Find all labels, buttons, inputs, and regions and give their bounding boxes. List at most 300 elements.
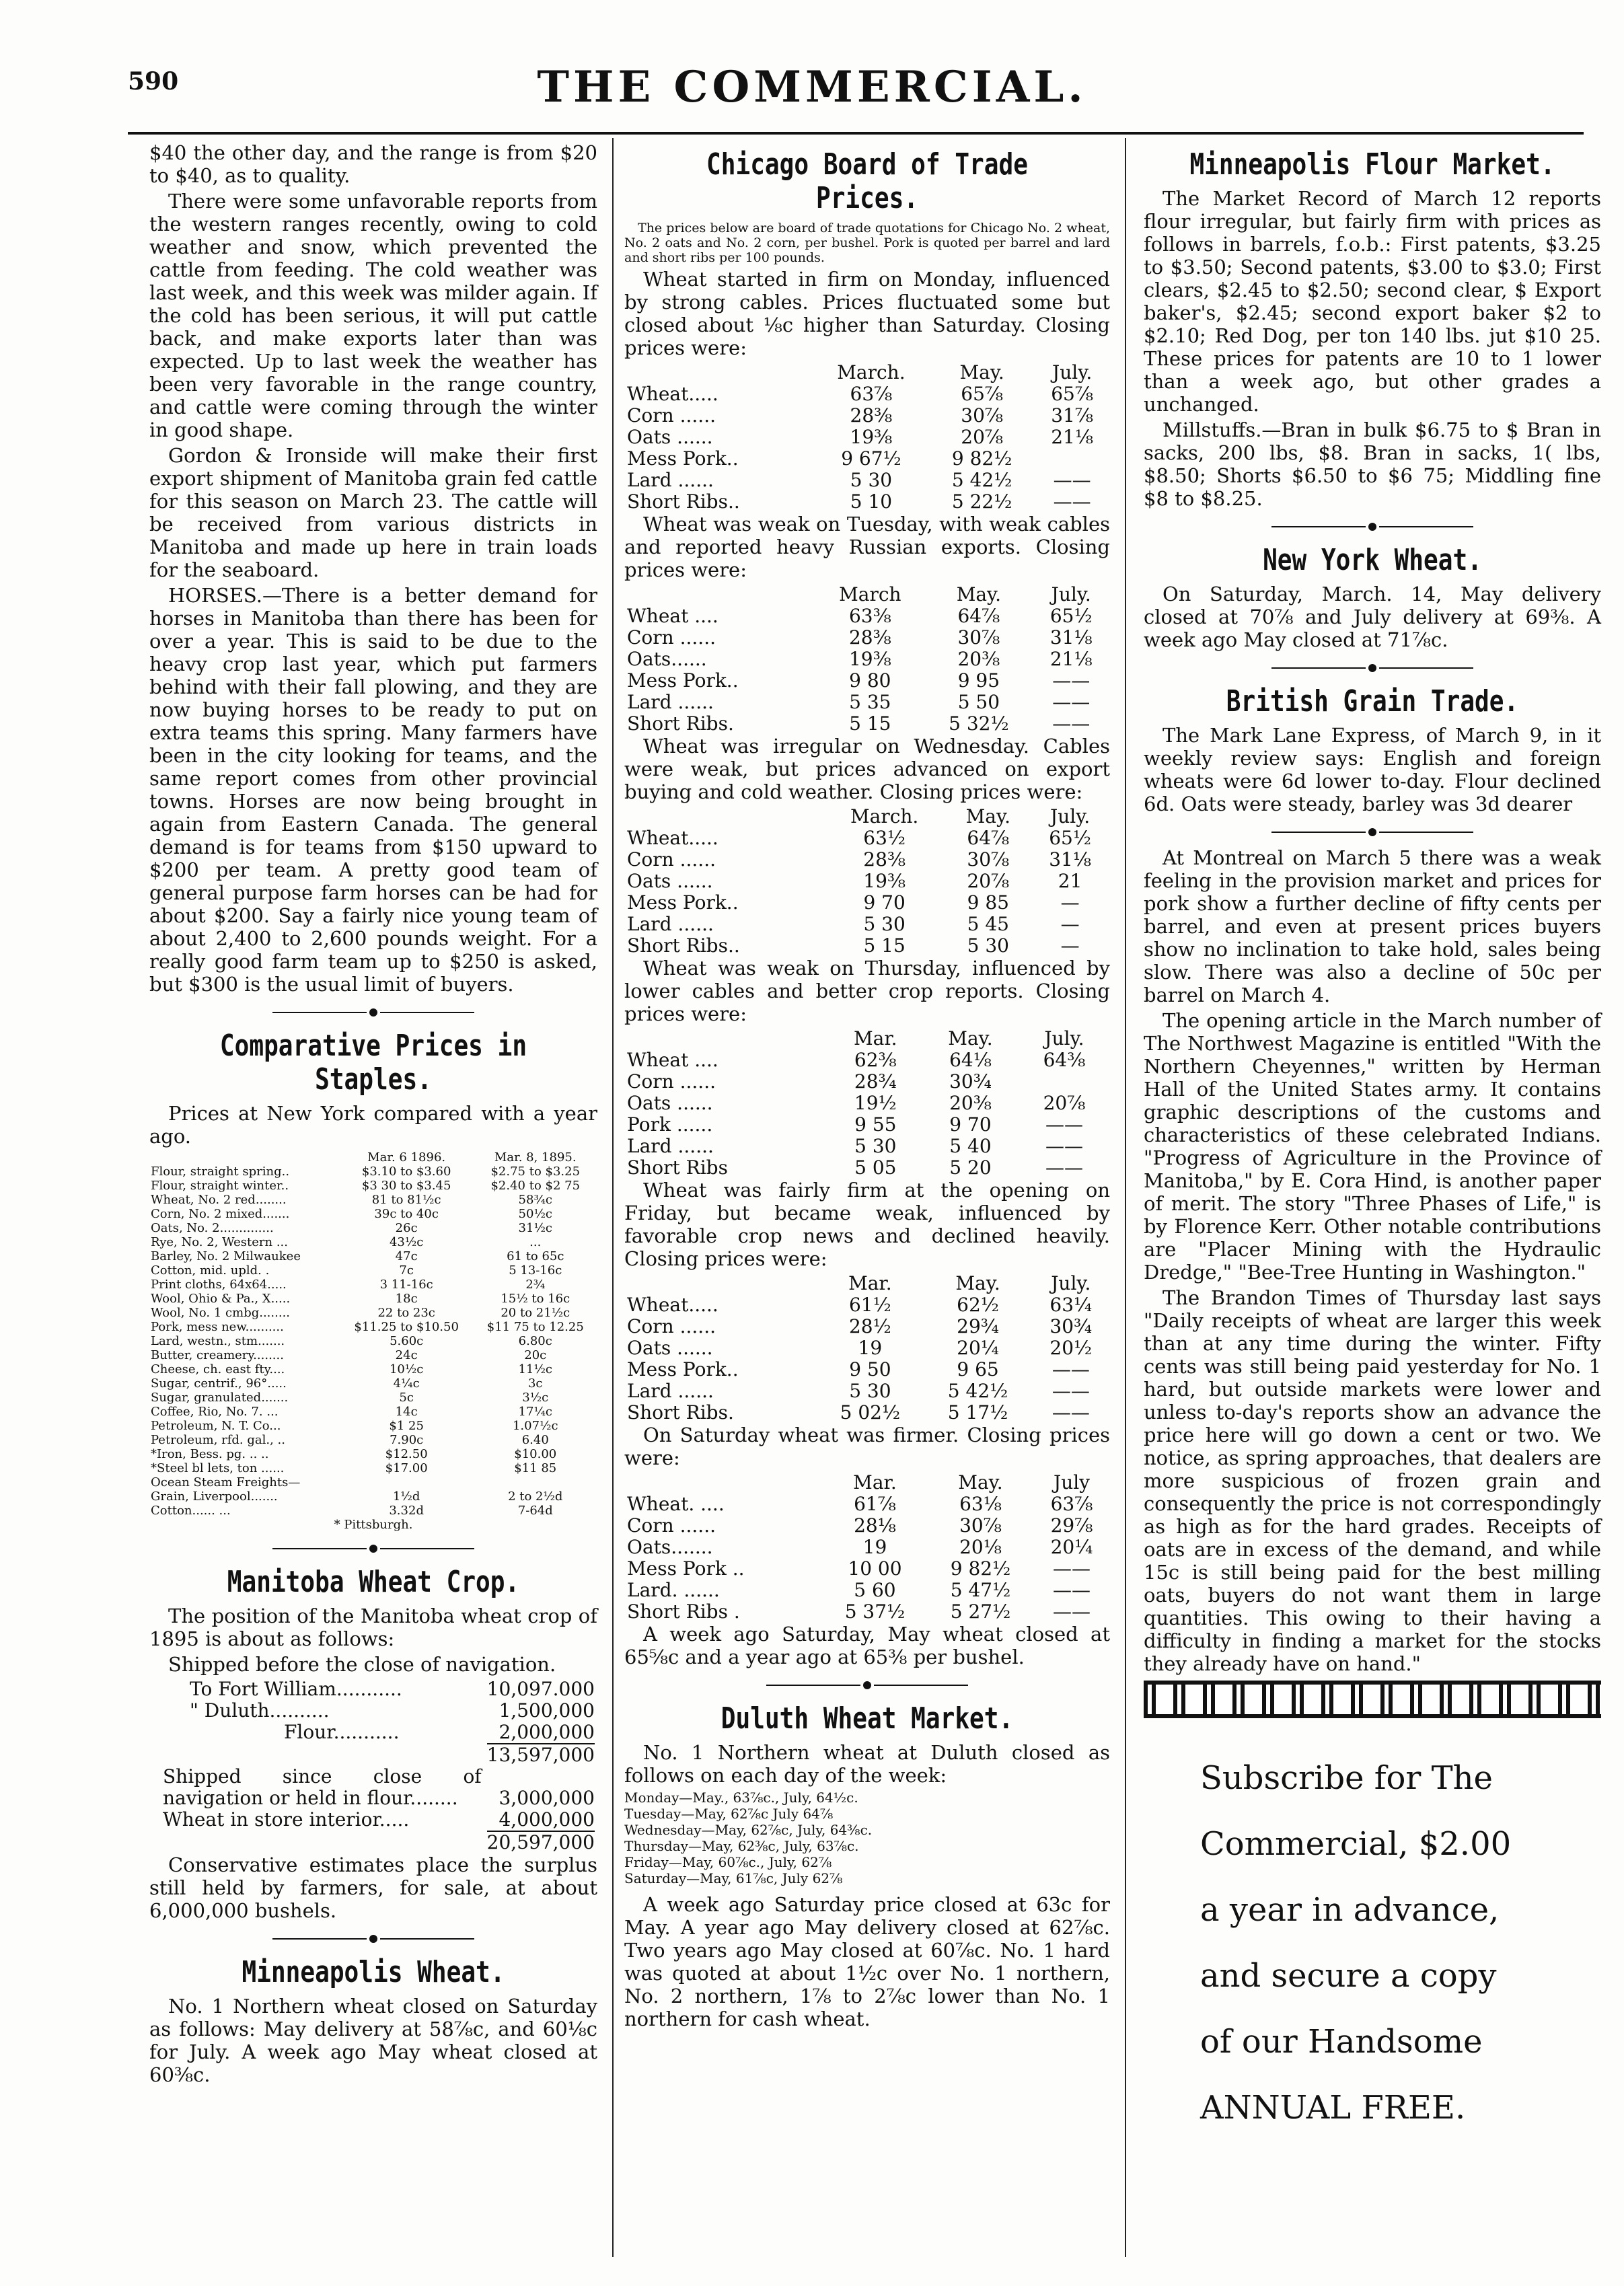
price-cell: $3.10 to $3.60 [361, 1165, 451, 1179]
price-cell: 63⅞ [850, 383, 893, 405]
duluth-day-list [624, 1790, 1110, 1886]
table-row [624, 649, 1110, 670]
paragraph: The Mark Lane Express, of March 9, in it weekly review says: English and foreign wheats were 6d lower to-day. Flour declined 6d. Oats were steady, barley was 3d dearer [1144, 724, 1601, 815]
row-label: Flour........... [284, 1721, 400, 1743]
list-item: Monday—May., 63⅞c., July, 64½c. [624, 1790, 858, 1806]
price-cell: 63⅛ [959, 1493, 1002, 1515]
table-row [624, 605, 1110, 627]
price-cell: 30⅞ [961, 404, 1004, 427]
price-cell: 28⅜ [863, 848, 906, 871]
price-cell: 20c [524, 1348, 547, 1362]
paragraph: Wheat was weak on Tuesday, with weak cables and reported heavy Russian exports. Closing prices were: [624, 513, 1110, 581]
commodity-label: Barley, No. 2 Milwaukee [151, 1249, 301, 1263]
table-row [624, 448, 1110, 470]
price-cell: 5 20 [949, 1156, 992, 1179]
price-cell: 31⅛ [1049, 848, 1091, 871]
commodity-label: Pork ...... [627, 1113, 713, 1136]
row-label: To Fort William........... [190, 1678, 402, 1700]
table-row [624, 1580, 1110, 1601]
price-cell: 15½ to 16c [501, 1292, 570, 1306]
table-row [149, 1306, 597, 1320]
price-cell: 19½ [854, 1092, 897, 1114]
page-number: 590 [128, 67, 179, 96]
column-header: March [839, 583, 901, 605]
row-value: 3,000,000 [499, 1787, 595, 1809]
commodity-label: Wheat. .... [627, 1493, 725, 1515]
subtotal: 13,597,000 [486, 1744, 595, 1766]
commodity-label: Corn ...... [627, 848, 716, 871]
ad-line: Commercial, $2.00 [1200, 1825, 1512, 1863]
price-table [624, 1028, 1110, 1179]
table-header-row [624, 584, 1110, 605]
commodity-label: Wool, No. 1 cmbg........ [151, 1306, 291, 1320]
price-cell: — [1060, 891, 1080, 914]
commodity-label: Butter, creamery........ [151, 1348, 284, 1362]
price-cell: 5 30 [863, 913, 906, 935]
price-cell: 1½d [392, 1489, 420, 1504]
subscription-ad [1144, 1745, 1601, 2141]
price-cell: 3 11-16c [379, 1278, 433, 1292]
table-row [149, 1348, 597, 1362]
price-cell: 9 80 [849, 669, 891, 692]
price-cell: 50½c [518, 1207, 552, 1221]
commodity-label: Corn ...... [627, 1070, 716, 1093]
commodity-label: *Iron, Bess. pg. .. .. [151, 1447, 269, 1461]
price-cell: 30⅞ [959, 1514, 1002, 1537]
price-cell: 5 30 [850, 469, 893, 491]
price-cell: 65⅞ [1051, 383, 1094, 405]
table-row [624, 935, 1110, 957]
comparative-prices-table [149, 1150, 597, 1518]
price-cell: 62⅜ [854, 1049, 897, 1071]
paragraph: Wheat was irregular on Wednesday. Cables were weak, but prices advanced on export buying and cold weather. Closing prices were: [624, 735, 1110, 803]
price-cell: 30⅞ [967, 848, 1010, 871]
column-header: May. [965, 805, 1010, 827]
column-rule [1125, 138, 1126, 2257]
column-header: July. [1051, 583, 1091, 605]
price-cell: 28⅜ [848, 626, 891, 649]
price-cell: 61⅞ [854, 1493, 896, 1515]
table-row [624, 871, 1110, 892]
price-cell: 30⅞ [957, 626, 1000, 649]
commodity-label: Oats ...... [627, 1337, 713, 1359]
price-cell: 21 [1058, 870, 1082, 892]
price-cell: $2.40 to $2 75 [490, 1179, 581, 1193]
heading-duluth-wheat-market: Duluth Wheat Market. [721, 1701, 1014, 1736]
price-cell: 5 47½ [950, 1579, 1011, 1601]
ad-line: ANNUAL FREE. [1200, 2089, 1466, 2127]
price-cell: 64⅞ [957, 605, 1000, 627]
price-cell: 63⅜ [848, 605, 891, 627]
table-row [149, 1207, 597, 1221]
table-row [149, 1221, 597, 1235]
commodity-label: Ocean Steam Freights— [151, 1475, 301, 1489]
commodity-label: Lard, westn., stm....... [151, 1334, 285, 1348]
commodity-label: Coffee, Rio, No. 7. ... [151, 1405, 279, 1419]
price-cell: 61½ [848, 1294, 891, 1316]
price-cell: 58¾c [518, 1193, 552, 1207]
price-cell [1034, 448, 1110, 470]
paragraph: Shipped before the close of navigation. [168, 1653, 556, 1676]
column-header: May. [959, 361, 1004, 383]
commodity-label: Mess Pork.. [627, 891, 739, 914]
paragraph: Wheat was fairly firm at the opening on Friday, but became weak, influenced by favorable crop news and declined heavily. Closing prices were: [624, 1179, 1110, 1270]
price-cell: 31½c [518, 1221, 552, 1235]
commodity-label: Lard ...... [627, 691, 714, 713]
price-cell: —— [1045, 1156, 1083, 1179]
price-cell: 21⅛ [1049, 648, 1093, 670]
column-header: Mar. [848, 1272, 892, 1294]
price-cell: 63¼ [1049, 1294, 1093, 1316]
table-row [624, 1157, 1110, 1179]
row-value: 4,000,000 [499, 1808, 595, 1831]
commodity-label: Short Ribs.. [627, 490, 740, 513]
price-cell: 26c [395, 1221, 418, 1235]
table-row [149, 1831, 597, 1853]
column-header: March. [837, 361, 906, 383]
heading-minneapolis-flour-market: Minneapolis Flour Market. [1189, 147, 1555, 182]
commodity-label: Short Ribs. [627, 712, 734, 735]
price-cell [474, 1475, 597, 1489]
paragraph: A week ago Saturday, May wheat closed at 65⅝c and a year ago at 65⅜ per bushel. [624, 1623, 1110, 1668]
price-cell: 61 to 65c [507, 1249, 564, 1263]
header-rule [128, 132, 1584, 135]
table-header-row [624, 1273, 1110, 1294]
table-row [149, 1391, 597, 1405]
table-row [149, 1362, 597, 1376]
price-cell: 19 [858, 1337, 883, 1359]
price-cell: 9 55 [854, 1113, 897, 1136]
price-cell: $11 85 [514, 1461, 557, 1475]
column-2 [624, 141, 1110, 2033]
commodity-label: Pork, mess new.......... [151, 1320, 284, 1334]
price-cell: 11½c [518, 1362, 552, 1376]
price-cell: 20⅞ [961, 426, 1004, 448]
commodity-label: Rye, No. 2, Western ... [151, 1235, 289, 1249]
commodity-label: Corn ...... [627, 1514, 716, 1537]
ad-line: a year in advance, [1200, 1891, 1500, 1929]
paragraph: The position of the Manitoba wheat crop of 1895 is about as follows: [149, 1605, 597, 1650]
price-cell: 9 70 [863, 891, 906, 914]
paragraph: Wheat started in firm on Monday, influenced by strong cables. Prices fluctuated some but closed about ⅛c higher than Saturday. Closing prices were: [624, 268, 1110, 359]
table-header-row [624, 1472, 1110, 1494]
price-cell: 5 60 [854, 1579, 896, 1601]
price-cell: 29¾ [957, 1315, 999, 1337]
price-cell: 5 42½ [951, 469, 1012, 491]
table-row [624, 1601, 1110, 1623]
price-cell: 20¼ [957, 1337, 999, 1359]
price-cell: —— [1045, 1135, 1083, 1157]
table-row [149, 1743, 597, 1766]
table-row [624, 713, 1110, 735]
price-table [624, 1472, 1110, 1623]
column-header: Mar. 6 1896. [367, 1150, 446, 1165]
price-cell: 5 42½ [947, 1380, 1008, 1402]
intro-note: The prices below are board of trade quotations for Chicago No. 2 wheat, No. 2 oats and No. 2 corn, per bushel. Pork is quoted per barrel and lard and short ribs per 100 pounds. [624, 221, 1110, 265]
column-1 [149, 141, 597, 2089]
price-cell: 19⅜ [863, 870, 906, 892]
table-row [624, 1515, 1110, 1537]
footnote: * Pittsburgh. [334, 1518, 413, 1532]
daily-quotes [624, 268, 1110, 1623]
commodity-label: Wheat..... [627, 827, 718, 849]
separator [1144, 819, 1601, 842]
commodity-label: Short Ribs.. [627, 934, 740, 957]
table-row [149, 1700, 597, 1722]
table-row [624, 427, 1110, 448]
commodity-label: Oats ...... [627, 870, 713, 892]
price-cell: 64⅜ [1043, 1049, 1086, 1071]
table-row [624, 1294, 1110, 1316]
column-header: July. [1044, 1027, 1084, 1049]
price-cell: 6.40 [521, 1433, 549, 1447]
price-cell: 47c [395, 1249, 418, 1263]
price-cell: 4¼c [393, 1376, 420, 1391]
paragraph: At Montreal on March 5 there was a weak feeling in the provision market and prices for pork show a further decline of fifty cents per barrel, and even at present prices buyers show no inclination to take hold, sales being slow. There was also a decline of 50c per barrel on March 4. [1144, 846, 1601, 1006]
table-row [149, 1475, 597, 1489]
commodity-label: Grain, Liverpool....... [151, 1489, 278, 1504]
price-cell: —— [1052, 1557, 1091, 1580]
price-cell: 5 13-16c [509, 1263, 562, 1278]
table-row [624, 849, 1110, 871]
commodity-label: Corn ...... [627, 1315, 716, 1337]
commodity-label: Short Ribs [627, 1156, 728, 1179]
table-row [624, 827, 1110, 849]
table-row [149, 1405, 597, 1419]
table-row [624, 1049, 1110, 1071]
table-header-row [624, 1028, 1110, 1049]
price-cell: 14c [395, 1405, 418, 1419]
table-row [624, 1494, 1110, 1515]
table-header-row [149, 1150, 597, 1165]
price-cell: —— [1052, 691, 1091, 713]
table-row [624, 1071, 1110, 1093]
paragraph: Millstuffs.—Bran in bulk $6.75 to $ Bran in sacks, 200 lbs, $8. Bran in sacks, 1( lbs, $8.50; Shorts $6.50 to $6 75; Middling fine $8 to $8.25. [1144, 418, 1601, 510]
price-cell: $11.25 to $10.50 [354, 1320, 459, 1334]
price-cell: 28⅛ [854, 1514, 896, 1537]
table-row [149, 1722, 597, 1743]
price-cell: 20 to 21½c [501, 1306, 570, 1320]
price-cell: 20⅞ [967, 870, 1010, 892]
heading-minneapolis-wheat: Minneapolis Wheat. [242, 1955, 505, 1989]
paragraph: Prices at New York compared with a year ago. [149, 1102, 597, 1148]
price-cell: — [1060, 913, 1080, 935]
row-value: 10,097.000 [486, 1678, 595, 1700]
price-cell: 20⅜ [949, 1092, 992, 1114]
paragraph: HORSES.—There is a better demand for horses in Manitoba than there has been for over a year. This is said to be due to the heavy crop last year, which put farmers behind with their fall plowing, and they are now buying horses to be ready to put on extra teams this spring. Many farmers have been in the city looking for teams, and the same report comes from other provincial towns. Horses are now being brought in again from Eastern Canada. The general demand is for teams from $150 upward to $200 per team. A pretty good team of general purpose farm horses can be had for about $200. Say a fairly nice young team of about 2,400 to 2,600 pounds weight. For a really good farm team up to $250 is asked, but $300 is the usual limit of buyers. [149, 584, 597, 996]
price-cell: 20¼ [1050, 1536, 1093, 1558]
price-cell: 1.07½c [512, 1419, 558, 1433]
commodity-label: Cotton...... ... [151, 1504, 231, 1518]
commodity-label: Oats ...... [627, 1092, 713, 1114]
price-cell: 62½ [957, 1294, 999, 1316]
price-cell: 22 to 23c [377, 1306, 435, 1320]
price-cell: 19⅜ [850, 426, 893, 448]
price-cell: 30¾ [1049, 1315, 1093, 1337]
table-header-row [624, 362, 1110, 383]
price-cell: 65½ [1049, 827, 1091, 849]
column-3 [1144, 141, 1601, 2141]
commodity-label: Corn, No. 2 mixed....... [151, 1207, 290, 1221]
table-row [624, 1537, 1110, 1558]
column-header: Mar. [853, 1471, 897, 1494]
heading-british-grain-trade: British Grain Trade. [1226, 684, 1519, 718]
price-cell: 10½c [389, 1362, 424, 1376]
price-cell: —— [1052, 712, 1091, 735]
list-item: Friday—May, 60⅞c., July, 62⅞ [624, 1854, 832, 1870]
column-header: July. [1049, 805, 1091, 827]
price-cell: — [1060, 934, 1080, 957]
price-cell: 9 82½ [951, 447, 1012, 470]
commodity-label: Oats ...... [627, 426, 713, 448]
list-item: Tuesday—May, 62⅞c July 64⅞ [624, 1806, 834, 1822]
heading-new-york-wheat: New York Wheat. [1263, 543, 1482, 577]
separator [624, 1672, 1110, 1695]
price-cell: 7-64d [517, 1504, 553, 1518]
commodity-label: Flour, straight spring.. [151, 1165, 290, 1179]
table-row [149, 1433, 597, 1447]
table-row [149, 1320, 597, 1334]
commodity-label: Cheese, ch. east fty.... [151, 1362, 285, 1376]
price-cell: 3.32d [389, 1504, 424, 1518]
price-cell: 7c [399, 1263, 414, 1278]
price-cell: 5 32½ [949, 712, 1009, 735]
price-cell: 28⅜ [850, 404, 893, 427]
paragraph: The opening article in the March number of The Northwest Magazine is entitled "With the Northern Cheyennes," written by Herman Hall of the United States army. It contains graphic descriptions of the customs and characteristics of these celebrated Indians. "Progress of Agriculture in the Province of Manitoba," by E. Cora Hind, is another paper of merit. The story "Three Phases of Life," is by Florence Kerr. Other notable contributions are "Placer Mining with the Hydraulic Dredge," "Bee-Tree Hunting in Washington." [1144, 1009, 1601, 1284]
price-cell: $1 25 [389, 1419, 424, 1433]
commodity-label: Wheat..... [627, 1294, 718, 1316]
paragraph: Conservative estimates place the surplus still held by farmers, for sale, at about 6,000,000 bushels. [149, 1853, 597, 1922]
commodity-label: Wheat .... [627, 605, 718, 627]
price-cell: —— [1053, 490, 1091, 513]
manitoba-shipments-table [149, 1679, 597, 1853]
price-cell: $10.00 [514, 1447, 557, 1461]
table-row [149, 1376, 597, 1391]
price-cell: 3c [527, 1376, 543, 1391]
commodity-label: Corn ...... [627, 626, 716, 649]
price-cell: 2 to 2½d [508, 1489, 563, 1504]
commodity-label: Mess Pork.. [627, 669, 739, 692]
price-cell: 5 17½ [947, 1401, 1008, 1424]
price-cell: 9 67½ [841, 447, 901, 470]
column-header: May. [958, 1471, 1003, 1494]
price-cell: 5 35 [849, 691, 891, 713]
table-row [624, 383, 1110, 405]
list-item: Wednesday—May, 62⅞c, July, 64⅜c. [624, 1822, 873, 1838]
price-cell: —— [1045, 1113, 1083, 1136]
price-cell: 64⅞ [967, 827, 1010, 849]
paragraph: The Market Record of March 12 reports flour irregular, but fairly firm with prices as follows in barrels, f.o.b.: First patents, $3.25 to $3.50; Second patents, $3.00 to $3.0; First clears, $2.45 to $2.50; second clear, $ Export baker's, $2.45; second export baker $2 to $2.10; Red Dog, per ton 140 lbs. jut $10 25. These prices for patents are 10 to 1 lower than a week ago, but other grades a unchanged. [1144, 187, 1601, 416]
commodity-label: Lard ...... [627, 1135, 714, 1157]
commodity-label: *Steel bl lets, ton ...... [151, 1461, 285, 1475]
price-cell: 9 85 [967, 891, 1009, 914]
table-row [624, 1402, 1110, 1424]
price-cell: 5 30 [854, 1135, 897, 1157]
column-header: Mar. [853, 1027, 897, 1049]
price-cell: 19⅜ [848, 648, 891, 670]
ad-line: and secure a copy [1200, 1957, 1497, 1995]
table-row [149, 1447, 597, 1461]
column-header: Mar. 8, 1895. [494, 1150, 577, 1165]
row-label: Wheat in store interior..... [163, 1808, 410, 1831]
table-row [624, 1316, 1110, 1337]
paragraph: No. 1 Northern wheat closed on Saturday as follows: May delivery at 58⅞c, and 60⅛c for July. A week ago May wheat closed at 60⅜c. [149, 1995, 597, 2086]
commodity-label: Lard. ...... [627, 1579, 720, 1601]
column-header: May. [955, 1272, 1000, 1294]
price-table [624, 1273, 1110, 1424]
price-cell: 21⅛ [1051, 426, 1094, 448]
price-cell: 5 22½ [951, 490, 1012, 513]
price-cell: 18c [395, 1292, 418, 1306]
commodity-label: Cotton, mid. upld. . [151, 1263, 270, 1278]
price-cell: 5 30 [849, 1380, 891, 1402]
separator [1144, 514, 1601, 537]
price-cell: —— [1053, 469, 1091, 491]
table-row [149, 1278, 597, 1292]
price-cell: 5 45 [967, 913, 1009, 935]
separator [149, 1000, 597, 1023]
table-row [624, 627, 1110, 649]
table-row [624, 670, 1110, 692]
price-cell: $3 30 to $3.45 [361, 1179, 451, 1193]
table-row [624, 1136, 1110, 1157]
commodity-label: Petroleum, rfd. gal., .. [151, 1433, 285, 1447]
commodity-label: Short Ribs . [627, 1600, 740, 1623]
commodity-label: Short Ribs. [627, 1401, 734, 1424]
price-cell: 31⅞ [1051, 404, 1094, 427]
column-header: May. [956, 583, 1002, 605]
column-header: July. [1052, 361, 1093, 383]
price-cell: 24c [395, 1348, 418, 1362]
price-cell: $2.75 to $3.25 [490, 1165, 581, 1179]
list-item: Thursday—May, 62⅜c, July, 63⅞c. [624, 1838, 859, 1854]
price-cell [1019, 1071, 1110, 1093]
table-row [149, 1489, 597, 1504]
table-row [624, 692, 1110, 713]
row-value: 2,000,000 [499, 1721, 595, 1743]
paragraph: On Saturday wheat was firmer. Closing prices were: [624, 1424, 1110, 1469]
table-row [149, 1766, 597, 1809]
table-row [149, 1809, 597, 1831]
table-row [149, 1179, 597, 1193]
commodity-label: Mess Pork.. [627, 1358, 739, 1380]
table-row [149, 1334, 597, 1348]
price-cell: 5 50 [957, 691, 1000, 713]
column-header: July. [1051, 1272, 1091, 1294]
price-cell: —— [1052, 1579, 1091, 1601]
price-cell: 81 to 81½c [371, 1193, 441, 1207]
price-cell: $11 75 to 12.25 [486, 1320, 584, 1334]
paragraph: There were some unfavorable reports from the western ranges recently, owing to cold weather and snow, which prevented the cattle from feeding. The cold weather was last week, and this week was milder again. If the cold has been serious, it will put cattle back, and make exports later than was expected. Up to last week the weather has been very favorable in the range country, and cattle were coming through the winter in good shape. [149, 190, 597, 441]
separator [1144, 655, 1601, 678]
price-cell: —— [1051, 1380, 1090, 1402]
price-cell: 28¾ [854, 1070, 897, 1093]
table-row [624, 892, 1110, 914]
paragraph: On Saturday, March. 14, May delivery closed at 70⅞ and July delivery at 69⅜. A week ago May closed at 71⅞c. [1144, 583, 1601, 651]
price-cell: $12.50 [385, 1447, 428, 1461]
paragraph: $40 the other day, and the range is from $20 to $40, as to quality. [149, 141, 597, 187]
table-row [624, 914, 1110, 935]
price-cell: 9 82½ [950, 1557, 1011, 1580]
price-table [624, 806, 1110, 957]
commodity-label: Flour, straight winter.. [151, 1179, 289, 1193]
table-row [624, 1359, 1110, 1380]
price-cell: 5 37½ [844, 1600, 906, 1623]
table-row [624, 1093, 1110, 1114]
table-row [149, 1263, 597, 1278]
table-row [624, 491, 1110, 513]
commodity-label: Lard ...... [627, 1380, 714, 1402]
